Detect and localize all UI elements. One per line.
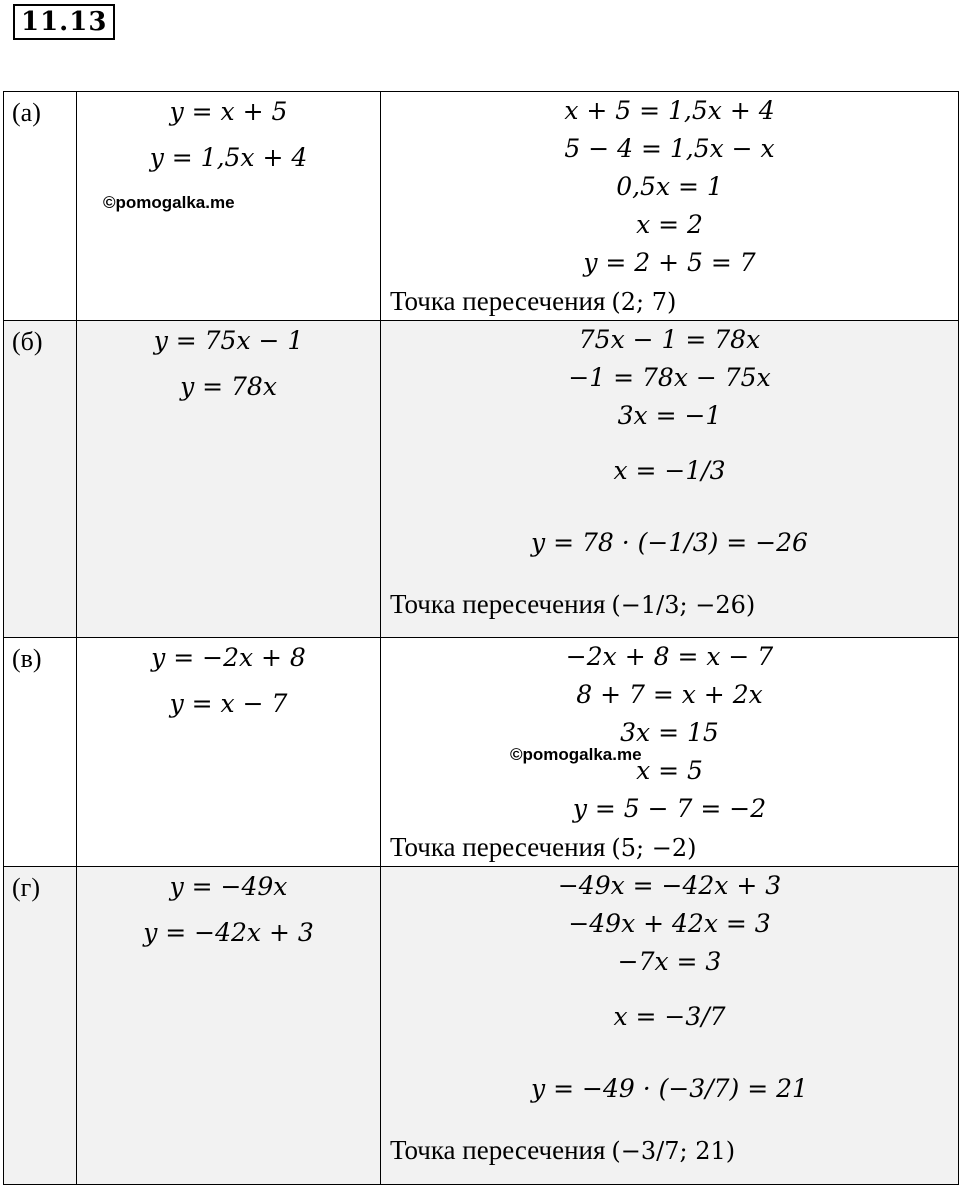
solution-step: y = −49 · (−3/7) = 21 <box>531 1074 808 1103</box>
equation: y = x + 5 <box>169 97 288 126</box>
table-row <box>4 321 959 638</box>
table-row <box>4 638 959 867</box>
table-row <box>4 867 959 1185</box>
answer <box>381 828 958 866</box>
solutions-table <box>3 91 959 1185</box>
solution-step: x = 2 <box>636 210 703 239</box>
equation: y = −2x + 8 <box>151 643 306 672</box>
solution-cell <box>381 638 959 867</box>
row-label: (б) <box>4 321 77 638</box>
solution-step: 3x = 15 <box>620 718 719 747</box>
solution-step: −1 = 78x − 75x <box>568 363 771 392</box>
solution-step: −7x = 3 <box>617 947 722 976</box>
solution-step: y = 5 − 7 = −2 <box>572 794 767 823</box>
answer <box>381 282 958 320</box>
equation: y = x − 7 <box>169 689 288 718</box>
solution-step: 0,5x = 1 <box>616 172 723 201</box>
solution-step: y = 2 + 5 = 7 <box>583 248 756 277</box>
system-cell <box>77 867 381 1185</box>
solution-step: −2x + 8 = x − 7 <box>565 642 774 671</box>
answer-label: Точка пересечения <box>390 832 606 862</box>
equation: y = −42x + 3 <box>143 918 314 947</box>
equation: y = −49x <box>169 872 288 901</box>
row-label: (г) <box>4 867 77 1185</box>
row-label: (а) <box>4 92 77 321</box>
answer-label: Точка пересечения <box>390 589 606 619</box>
system-cell <box>77 638 381 867</box>
system-cell <box>77 321 381 638</box>
equation: y = 1,5x + 4 <box>149 143 308 172</box>
answer <box>381 579 958 629</box>
answer-label: Точка пересечения <box>390 1135 606 1165</box>
answer-label: Точка пересечения <box>390 286 606 316</box>
solution-step: x + 5 = 1,5x + 4 <box>564 96 775 125</box>
answer <box>381 1125 958 1175</box>
solution-cell <box>381 92 959 321</box>
solution-step: x = −3/7 <box>613 1002 726 1031</box>
intersection-point: (5; −2) <box>611 834 697 862</box>
solution-step: −49x = −42x + 3 <box>557 871 782 900</box>
solution-step: −49x + 42x = 3 <box>568 909 771 938</box>
task-number: 11.13 <box>13 4 115 40</box>
watermark: ©pomogalka.me <box>103 193 235 212</box>
watermark: ©pomogalka.me <box>510 745 642 764</box>
intersection-point: (−3/7; 21) <box>611 1137 736 1165</box>
solution-cell <box>381 321 959 638</box>
solution-step: 8 + 7 = x + 2x <box>576 680 763 709</box>
solution-step: 75x − 1 = 78x <box>578 325 761 354</box>
row-label: (в) <box>4 638 77 867</box>
equation: y = 78x <box>180 372 277 401</box>
solution-step: x = 5 <box>636 756 703 785</box>
solution-cell <box>381 867 959 1185</box>
solution-step: x = −1/3 <box>613 456 726 485</box>
solution-step: 3x = −1 <box>617 401 722 430</box>
equation: y = 75x − 1 <box>153 326 304 355</box>
intersection-point: (2; 7) <box>611 288 677 316</box>
intersection-point: (−1/3; −26) <box>611 591 756 619</box>
solution-step: 5 − 4 = 1,5x − x <box>564 134 775 163</box>
solution-step: y = 78 · (−1/3) = −26 <box>531 528 808 557</box>
